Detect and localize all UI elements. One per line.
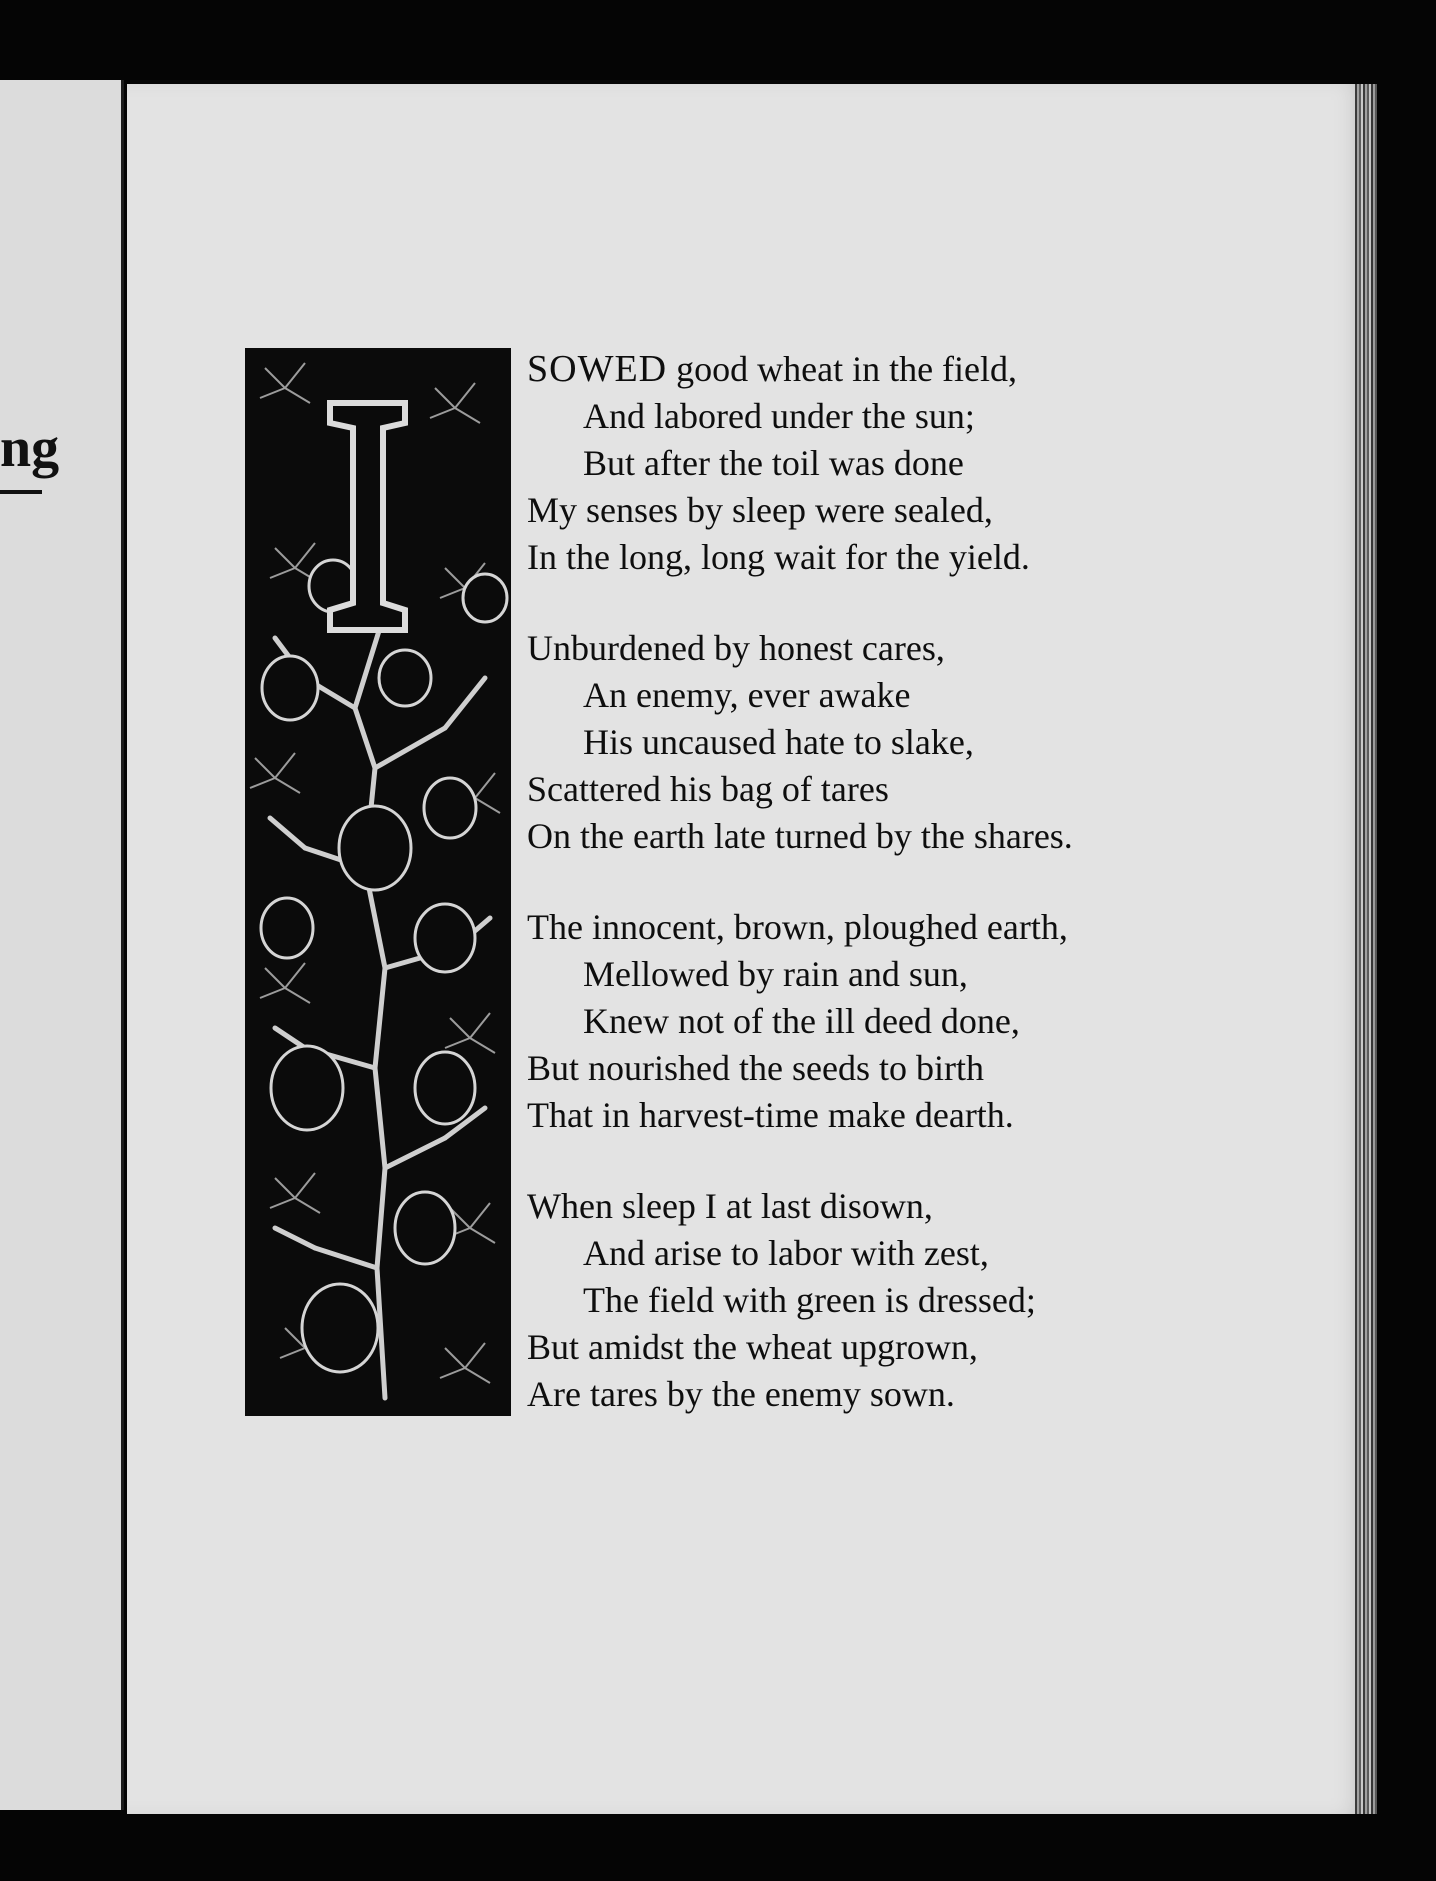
right-page — [127, 84, 1377, 1814]
poem-line: In the long, long wait for the yield. — [527, 537, 1030, 577]
poem-line: And arise to labor with zest, — [583, 1233, 989, 1273]
poem-line: Unburdened by honest cares, — [527, 628, 945, 668]
poem-line: And labored under the sun; — [583, 396, 975, 436]
poem-line: But after the toil was done — [583, 443, 964, 483]
poem-line: His uncaused hate to slake, — [583, 722, 974, 762]
poem-line-first — [527, 346, 1327, 393]
stanza-4 — [527, 1183, 1327, 1418]
stanza-2 — [527, 625, 1327, 860]
poem-line: But nourished the seeds to birth — [527, 1048, 984, 1088]
left-page — [0, 80, 124, 1810]
poem-line: Knew not of the ill deed done, — [583, 1001, 1020, 1041]
first-word: SOWED — [527, 348, 668, 390]
poem-line: The innocent, brown, ploughed earth, — [527, 907, 1068, 947]
stanza-1 — [527, 346, 1327, 581]
left-page-fragment: ng — [0, 417, 60, 479]
page-gutter — [121, 80, 124, 1810]
poem-line: Are tares by the enemy sown. — [527, 1374, 955, 1414]
poem — [527, 346, 1327, 1462]
page-fore-edge — [1355, 84, 1377, 1814]
poem-line: Scattered his bag of tares — [527, 769, 889, 809]
first-line-rest: good wheat in the field, — [667, 349, 1018, 389]
stanza-3 — [527, 904, 1327, 1139]
drop-cap-ornament — [245, 348, 511, 1416]
poem-line: When sleep I at last disown, — [527, 1186, 933, 1226]
poem-line: But amidst the wheat upgrown, — [527, 1327, 978, 1367]
poem-line: An enemy, ever awake — [583, 675, 911, 715]
poem-line: The field with green is dressed; — [583, 1280, 1036, 1320]
poem-line: Mellowed by rain and sun, — [583, 954, 968, 994]
fragment-underline — [0, 490, 42, 494]
poem-line: On the earth late turned by the shares. — [527, 816, 1073, 856]
poem-line: That in harvest-time make dearth. — [527, 1095, 1014, 1135]
pine-cone-ornament-icon — [245, 348, 511, 1416]
poem-line: My senses by sleep were sealed, — [527, 490, 993, 530]
